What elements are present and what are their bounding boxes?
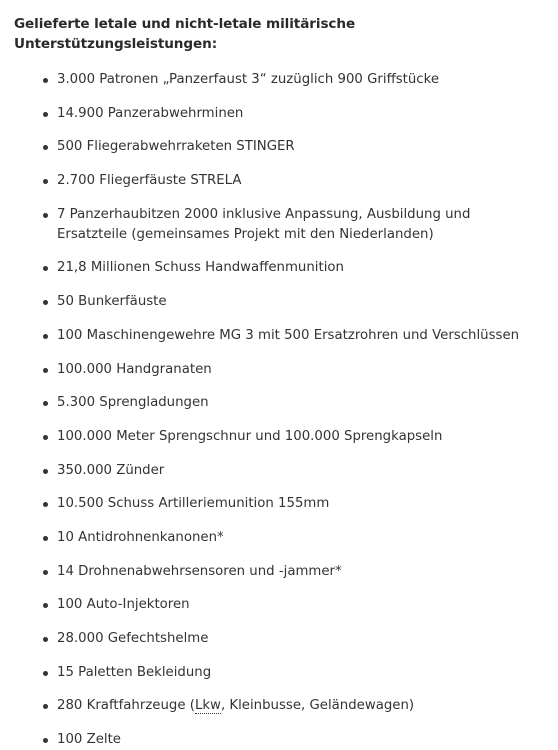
bullet-icon xyxy=(43,78,48,83)
list-item xyxy=(14,730,527,750)
bullet-icon xyxy=(43,266,48,271)
bullet-icon xyxy=(43,401,48,406)
list-item-text-end: , Kleinbusse, Geländewagen) xyxy=(220,698,415,714)
list-item-text: 100 Maschinengewehre MG 3 mit 500 Ersatzrohren und Verschlüssen xyxy=(57,327,520,343)
list-item-text: 14 Drohnenabwehrsensoren und -jammer* xyxy=(57,563,342,579)
list-item-text: 2.700 Fliegerfäuste STRELA xyxy=(57,173,242,189)
list-item-text: 15 Paletten Bekleidung xyxy=(57,664,212,680)
list-item xyxy=(14,258,527,278)
list-item xyxy=(14,104,527,124)
list-item xyxy=(14,663,527,683)
list-item xyxy=(14,70,527,90)
list-item xyxy=(14,205,527,245)
list-item-text: 100.000 Handgranaten xyxy=(57,361,212,377)
bullet-icon xyxy=(43,112,48,117)
list-item xyxy=(14,427,527,447)
bullet-icon xyxy=(43,502,48,507)
bullet-icon xyxy=(43,469,48,474)
list-item xyxy=(14,393,527,413)
bullet-icon xyxy=(43,671,48,676)
bullet-icon xyxy=(43,179,48,184)
list-item-text: 100.000 Meter Sprengschnur und 100.000 Sprengkapseln xyxy=(57,428,443,444)
list-item-text: 100 Auto-Injektoren xyxy=(57,597,190,613)
list-item-text: 3.000 Patronen „Panzerfaust 3“ zuzüglich 900 Griffstücke xyxy=(57,72,440,87)
list-item xyxy=(14,171,527,191)
bullet-icon xyxy=(43,704,48,709)
list-item xyxy=(14,292,527,312)
bullet-icon xyxy=(43,145,48,150)
bullet-icon xyxy=(43,368,48,373)
list-item-text: 5.300 Sprengladungen xyxy=(57,395,209,411)
list-item-text: 50 Bunkerfäuste xyxy=(57,294,167,310)
list-item xyxy=(14,595,527,615)
list-item-text: 28.000 Gefechtshelme xyxy=(57,631,209,646)
list-item-text-start: 280 Kraftfahrzeuge ( xyxy=(57,698,195,714)
list-item xyxy=(14,494,527,514)
list-item-text: 100 Zelte xyxy=(57,732,121,748)
list-item xyxy=(14,326,527,346)
bullet-icon xyxy=(43,570,48,575)
list-item-text: 14.900 Panzerabwehrminen xyxy=(57,105,244,121)
bullet-icon xyxy=(43,536,48,541)
bullet-icon xyxy=(43,300,48,305)
list-item xyxy=(14,461,527,481)
bullet-icon xyxy=(43,435,48,440)
bullet-icon xyxy=(43,334,48,339)
bullet-icon xyxy=(43,603,48,608)
list-item-text: 7 Panzerhaubitzen 2000 inklusive Anpassung, Ausbildung und Ersatzteile (gemeinsames Projekt mit den Niederlanden) xyxy=(57,206,471,242)
section-heading: Gelieferte letale und nicht-letale militärische Unterstützungsleistungen: xyxy=(14,16,356,52)
list-item xyxy=(14,629,527,649)
list-item-text: 10.500 Schuss Artilleriemunition 155mm xyxy=(57,496,330,512)
bullet-icon xyxy=(43,738,48,743)
list-item xyxy=(14,696,527,716)
list-item xyxy=(14,562,527,582)
list-item xyxy=(14,528,527,548)
abbreviation-lkw[interactable]: Lkw xyxy=(194,698,221,714)
deliveries-list xyxy=(14,70,558,750)
list-item-text: 10 Antidrohnenkanonen* xyxy=(57,529,224,545)
list-item-text: 350.000 Zünder xyxy=(57,462,165,478)
bullet-icon xyxy=(43,637,48,642)
list-item xyxy=(14,137,527,157)
bullet-icon xyxy=(43,213,48,218)
list-item-text: 21,8 Millionen Schuss Handwaffenmunition xyxy=(57,260,344,276)
list-item-text: 500 Fliegerabwehrraketen STINGER xyxy=(57,139,295,155)
list-item xyxy=(14,360,527,380)
